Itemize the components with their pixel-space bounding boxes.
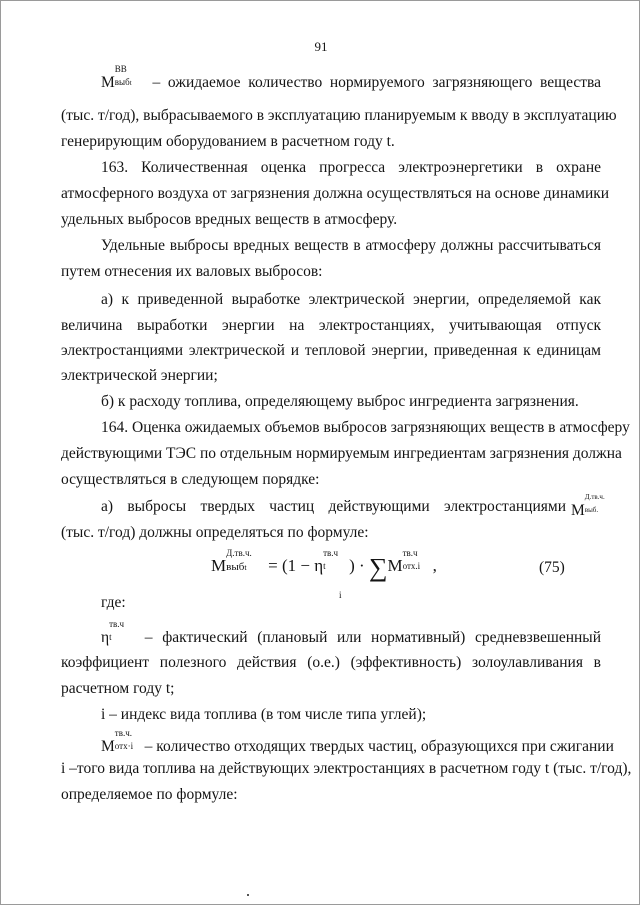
text-line: η тв.ч t – фактический (плановый или нормативный) средневзвешенный — [101, 619, 602, 646]
text-line: M ВВ выбt – ожидаемое количество нормируемого загрязняющего вещества — [101, 64, 601, 91]
text-line: определяемое по формуле: — [61, 786, 238, 803]
math-symbol: η тв.ч t — [101, 619, 125, 646]
text-line: где: — [101, 594, 126, 611]
text-line: действующими ТЭС по отдельным нормируемым ингредиентам загрязнения должна — [61, 445, 622, 462]
scan-speck — [247, 894, 249, 896]
text-line: коэффициент полезного действия (о.е.) (эффективность) золоулавливания в — [61, 654, 601, 671]
text-line: путем отнесения их валовых выбросов: — [61, 263, 323, 280]
page-number: 91 — [314, 39, 328, 54]
text-line: осуществляться в следующем порядке: — [61, 471, 320, 488]
text-line: 164. Оценка ожидаемых объемов выбросов загрязняющих веществ в атмосферу — [101, 419, 630, 436]
text-line: электростанциями электрической и тепловой энергии, приведенная к единицам — [61, 342, 601, 359]
text-line: i –того вида топлива на действующих электростанциях в расчетном году t (тыс. т/год), — [61, 760, 632, 777]
text-line: величина выработки энергии на электростанциях, учитывающая отпуск — [61, 317, 601, 334]
text-line: M тв.ч. отх·i – количество отходящих твердых частиц, образующихся при сжигании — [101, 728, 614, 755]
text-line: электрической энергии; — [61, 367, 218, 384]
text-line: (тыс. т/год), выбрасываемого в эксплуатацию планируемым к вводу в эксплуатацию — [61, 107, 617, 124]
text-line: 163. Количественная оценка прогресса электроэнергетики в охране — [101, 159, 601, 176]
text-line: атмосферного воздуха от загрязнения должна осуществляться на основе динамики — [61, 185, 610, 202]
text-line: удельных выбросов вредных веществ в атмосферу. — [61, 211, 398, 228]
text-line: i – индекс вида топлива (в том числе типа углей); — [101, 706, 427, 723]
math-symbol: M ВВ выбt — [101, 64, 132, 91]
text-line: (тыс. т/год) должны определяться по формуле: — [61, 524, 369, 541]
text-line: генерирующим оборудованием в расчетном году t. — [61, 133, 395, 150]
text-line: а) к приведенной выработке электрической энергии, определяемой как — [101, 291, 601, 308]
equation-number: (75) — [539, 559, 565, 576]
text-line: а) выбросы твердых частиц действующими электростанциями — [101, 498, 566, 515]
formula-75: M Д.тв.ч. выбt = (1 − η тв.ч t ) · ∑M тв.ч отх.i , i — [211, 548, 437, 600]
text-line: б) к расходу топлива, определяющему выброс ингредиента загрязнения. — [101, 393, 579, 410]
text-line: расчетном году t; — [61, 680, 175, 697]
math-symbol: M тв.ч. отх·i — [101, 728, 134, 755]
text-line: Удельные выбросы вредных веществ в атмосферу должны рассчитываться — [101, 237, 601, 254]
math-symbol: M Д.тв.ч. выб. — [571, 493, 605, 519]
